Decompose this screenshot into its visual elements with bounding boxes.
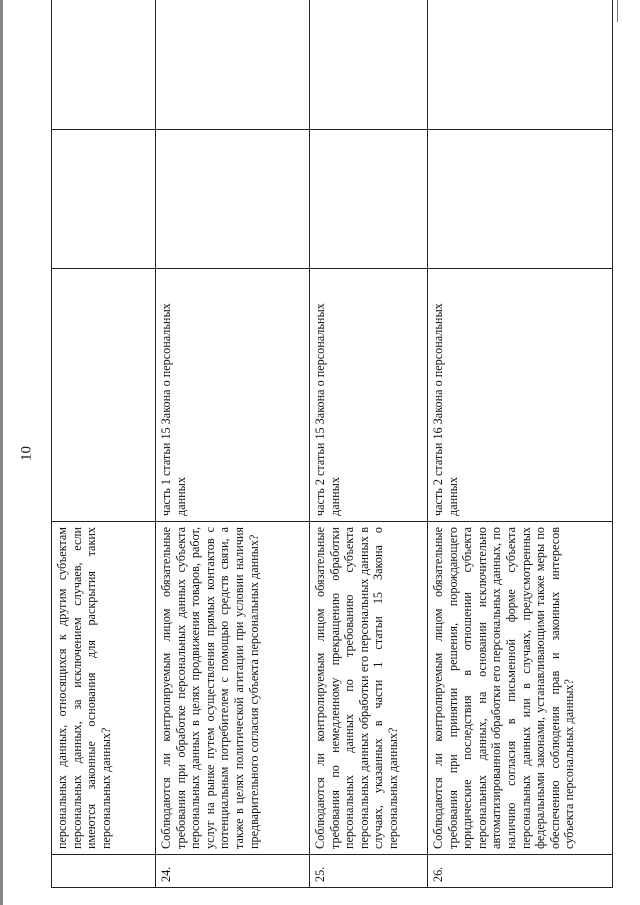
reference-cell <box>52 269 156 522</box>
table-row <box>52 0 156 888</box>
row-number: 24. <box>156 855 310 888</box>
question-cell: Соблюдаются ли контролируемым лицом обязательные требования по немедленному прекращению обработки персональных данных по требованию субъекта персональных данных обработки его персональных данных в случаях, указанных в части 1 статьи 15 Закона о персональных данных? <box>310 522 428 855</box>
table-row <box>310 0 428 888</box>
scan-edge <box>617 0 618 22</box>
scan-edge <box>0 0 3 905</box>
row-number: 25. <box>310 855 428 888</box>
reference-cell: часть 2 статьи 16 Закона о персональных данных <box>428 269 613 522</box>
row-number: 26. <box>428 855 613 888</box>
table-row <box>428 0 613 888</box>
checklist-table <box>51 0 613 888</box>
empty-cell <box>156 0 310 130</box>
question-cell: Соблюдаются ли контролируемым лицом обязательные требования при принятии решения, порождающего юридические последствия в отношении субъекта персональных данных, на основании исключительно автоматизированной обработки его персональных данных, по наличию согласия в письменной форме субъекта персональных данных или в случаях, предусмотренных федеральными законами, устанавливающими также меры по обеспечению соблюдения прав и законных интересов субъекта персональных данных? <box>428 522 613 855</box>
page-number: 10 <box>18 446 35 461</box>
empty-cell <box>428 0 613 130</box>
empty-cell <box>428 130 613 269</box>
empty-cell <box>156 130 310 269</box>
empty-cell <box>52 130 156 269</box>
reference-cell: часть 1 статьи 15 Закона о персональных данных <box>156 269 310 522</box>
question-cell: персональных данных, относящихся к другим субъектам персональных данных, за исключением случаев, если имеются законные основания для раскрытия таких персональных данных? <box>52 522 156 855</box>
table-row <box>156 0 310 888</box>
empty-cell <box>52 0 156 130</box>
reference-cell: часть 2 статьи 15 Закона о персональных данных <box>310 269 428 522</box>
empty-cell <box>310 130 428 269</box>
empty-cell <box>310 0 428 130</box>
question-cell: Соблюдаются ли контролируемым лицом обязательные требования при обработке персональных данных субъекта персональных данных в целях продвижения товаров, работ, услуг на рынке путем осуществления прямых контактов с потенциальным потребителем с помощью средств связи, а также в целях политической агитации при условии наличия предварительного согласия субъекта персональных данных? <box>156 522 310 855</box>
checklist-table-wrapper <box>51 42 584 888</box>
row-number <box>52 855 156 888</box>
rotated-page-content <box>51 42 584 888</box>
